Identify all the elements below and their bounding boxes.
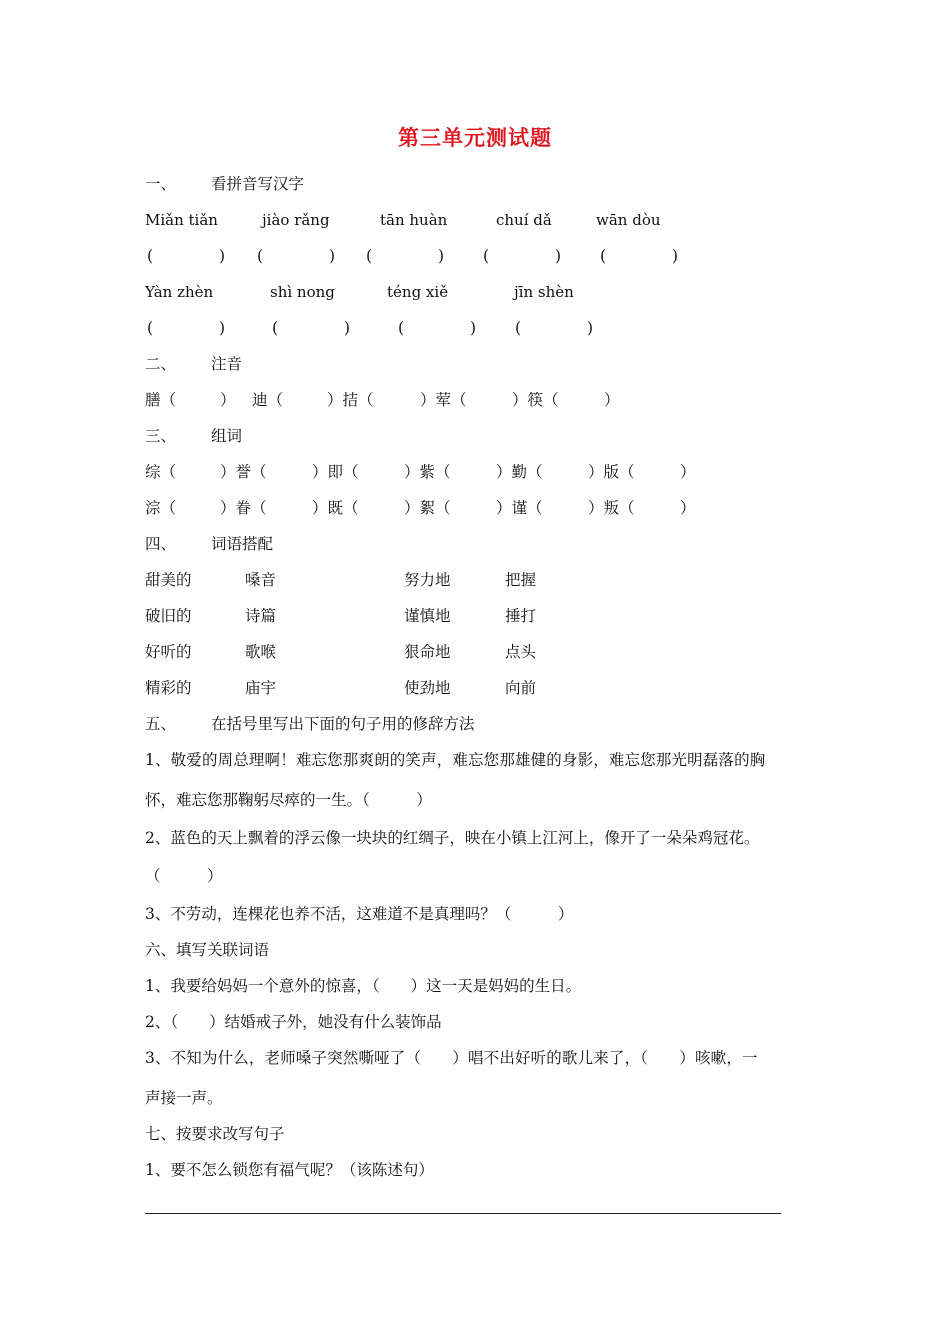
pinyin-item: tān huàn xyxy=(380,211,448,229)
match-word: 捶打 xyxy=(505,607,537,625)
answer-bracket: ) xyxy=(587,319,594,337)
answer-bracket: ) xyxy=(329,247,336,265)
match-word: 精彩的 xyxy=(145,679,192,697)
match-word: 好听的 xyxy=(145,643,192,661)
word-item: ）絮（ xyxy=(404,499,451,517)
question-text: 1、敬爱的周总理啊！难忘您那爽朗的笑声，难忘您那雄健的身影，难忘您那光明磊落的胸 xyxy=(145,751,766,769)
match-word: 破旧的 xyxy=(145,607,192,625)
pinyin-item: jīn shèn xyxy=(514,283,574,301)
answer-line xyxy=(145,1213,781,1214)
match-word: 狠命地 xyxy=(404,643,451,661)
answer-bracket: ) xyxy=(672,247,679,265)
match-word: 点头 xyxy=(505,643,537,661)
section-2-heading: 注音 xyxy=(211,355,243,373)
pinyin-item: chuí dǎ xyxy=(496,211,552,229)
answer-bracket: ( xyxy=(147,319,154,337)
section-3-number: 三、 xyxy=(145,427,177,445)
match-word: 努力地 xyxy=(404,571,451,589)
section-1-heading: 看拼音写汉字 xyxy=(211,175,305,193)
match-word: 使劲地 xyxy=(404,679,451,697)
question-text: 3、不劳动，连棵花也养不活，这难道不是真理吗？（ ） xyxy=(145,905,574,923)
section-5-heading: 在括号里写出下面的句子用的修辞方法 xyxy=(211,715,475,733)
pinyin-item: Yàn zhèn xyxy=(145,283,214,301)
answer-bracket: ( xyxy=(272,319,279,337)
answer-bracket: ) xyxy=(219,319,226,337)
match-word: 庙宇 xyxy=(245,679,277,697)
answer-bracket: ( xyxy=(147,247,154,265)
answer-bracket: ) xyxy=(219,247,226,265)
word-item: ） xyxy=(680,463,696,481)
section-2-number: 二、 xyxy=(145,355,177,373)
answer-bracket: ( xyxy=(483,247,490,265)
match-word: 歌喉 xyxy=(245,643,277,661)
pinyin-item: shì nong xyxy=(270,283,335,301)
section-6-heading: 六、填写关联词语 xyxy=(145,941,270,959)
word-item: ）紫（ xyxy=(404,463,451,481)
word-item: ） xyxy=(680,499,696,517)
match-word: 甜美的 xyxy=(145,571,192,589)
question-text: 2、蓝色的天上飘着的浮云像一块块的红绸子，映在小镇上江河上，像开了一朵朵鸡冠花。 xyxy=(145,829,760,847)
phonetic-item: ） xyxy=(220,391,236,409)
word-item: ）既（ xyxy=(312,499,359,517)
section-7-heading: 七、按要求改写句子 xyxy=(145,1125,285,1143)
section-1-number: 一、 xyxy=(145,175,177,193)
match-word: 向前 xyxy=(505,679,537,697)
word-item: ）叛（ xyxy=(588,499,635,517)
word-item: ）眷（ xyxy=(220,499,267,517)
question-text: 怀，难忘您那鞠躬尽瘁的一生。（ ） xyxy=(145,791,432,809)
match-word: 诗篇 xyxy=(245,607,277,625)
section-4-number: 四、 xyxy=(145,535,177,553)
section-5-number: 五、 xyxy=(145,715,177,733)
match-word: 把握 xyxy=(505,571,537,589)
answer-bracket: ( xyxy=(398,319,405,337)
match-word: 谨慎地 xyxy=(404,607,451,625)
word-item: ）誉（ xyxy=(220,463,267,481)
question-text: （ ） xyxy=(145,867,223,885)
answer-bracket: ( xyxy=(515,319,522,337)
word-item: ）勤（ xyxy=(496,463,543,481)
question-text: 1、要不怎么锁您有福气呢？（该陈述句） xyxy=(145,1161,434,1179)
word-item: 淙（ xyxy=(145,499,177,517)
word-item: ）版（ xyxy=(588,463,635,481)
question-text: 声接一声。 xyxy=(145,1089,223,1107)
word-item: ）即（ xyxy=(312,463,359,481)
word-item: ）谨（ xyxy=(496,499,543,517)
phonetic-item: ）荤（ xyxy=(420,391,467,409)
phonetic-item: ）筷（ xyxy=(512,391,559,409)
pinyin-item: jiào rǎng xyxy=(262,211,330,229)
word-item: 综（ xyxy=(145,463,177,481)
page-title: 第三单元测试题 xyxy=(398,125,552,150)
match-word: 嗓音 xyxy=(245,571,277,589)
phonetic-item: ） xyxy=(604,391,620,409)
answer-bracket: ( xyxy=(257,247,264,265)
pinyin-item: Miǎn tiǎn xyxy=(145,211,218,229)
section-4-heading: 词语搭配 xyxy=(211,535,274,553)
section-3-heading: 组词 xyxy=(211,427,243,445)
question-text: 3、不知为什么，老师嗓子突然嘶哑了（ ）唱不出好听的歌儿来了，（ ）咳嗽，一 xyxy=(145,1049,758,1067)
answer-bracket: ( xyxy=(366,247,373,265)
pinyin-item: wān dòu xyxy=(596,211,661,229)
answer-bracket: ) xyxy=(470,319,477,337)
question-text: 1、我要给妈妈一个意外的惊喜，（ ）这一天是妈妈的生日。 xyxy=(145,977,582,995)
question-text: 2、（ ）结婚戒子外，她没有什么装饰品 xyxy=(145,1013,442,1031)
answer-bracket: ) xyxy=(344,319,351,337)
phonetic-item: ）拮（ xyxy=(327,391,374,409)
phonetic-item: 迪（ xyxy=(252,391,284,409)
answer-bracket: ( xyxy=(600,247,607,265)
pinyin-item: téng xiě xyxy=(387,283,449,301)
answer-bracket: ) xyxy=(555,247,562,265)
phonetic-item: 膳（ xyxy=(145,391,177,409)
answer-bracket: ) xyxy=(438,247,445,265)
